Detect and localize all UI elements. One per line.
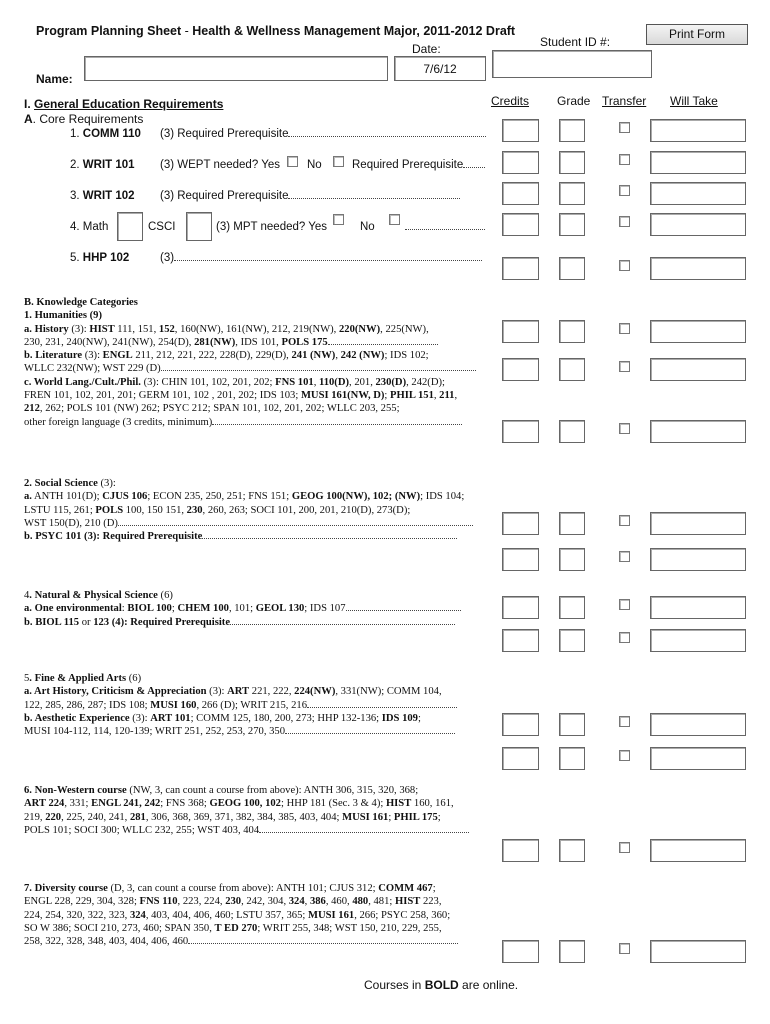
page-title: Program Planning Sheet - Health & Wellness Management Major, 2011-2012 Draft xyxy=(36,24,516,38)
grade-field[interactable] xyxy=(559,940,585,963)
col-grade: Grade xyxy=(557,94,591,108)
math-field[interactable] xyxy=(117,212,143,241)
grade-field[interactable] xyxy=(559,257,585,280)
grade-field[interactable] xyxy=(559,213,585,236)
mpt-yes-checkbox[interactable] xyxy=(333,214,344,225)
diversity-block: 7. Diversity course (D, 3, can count a course from above): ANTH 101; CJUS 312; COMM 467; ENGL 228, 229, 304, 328; FNS 110, 223, 224, 230, 242, 304, 324, 386, 460, 480, 481; HIST 223, 224, 254, 320, 322, 323, 324, 403, 404, 406, 460; LSTU 357, 365; MUSI 161, 266; PSYC 258, 360; SO W 386; SOCI 210, 273, 460; SPAN 350, T ED 270; WRIT 255, 348; WST 150, 210, 229, 255, 258, 322, 328, 348, 403, 404, 406, 460 xyxy=(24,882,494,948)
core-row-1: 1. COMM 110 xyxy=(70,128,141,140)
natural-science-block: 4. Natural & Physical Science (6) a. One environmental: BIOL 100; CHEM 100, 101; GEOL 130; IDS 107 b. BIOL 115 or 123 (4): Required Prerequisite xyxy=(24,589,494,629)
core-row-1-desc: (3) Required Prerequisite xyxy=(160,128,486,140)
will-take-field[interactable] xyxy=(650,182,746,205)
col-transfer: Transfer xyxy=(602,94,647,108)
will-take-field[interactable] xyxy=(650,596,746,619)
credits-field[interactable] xyxy=(502,182,539,205)
csci-label: CSCI xyxy=(148,221,176,233)
transfer-checkbox[interactable] xyxy=(619,122,630,133)
gen-ed-heading: I. General Education Requirements xyxy=(24,97,224,111)
will-take-field[interactable] xyxy=(650,747,746,770)
date-field[interactable]: 7/6/12 xyxy=(394,56,486,81)
transfer-checkbox[interactable] xyxy=(619,154,630,165)
core-row-5: 5. HHP 102 xyxy=(70,252,130,264)
credits-field[interactable] xyxy=(502,629,539,652)
fine-arts-block: 5. Fine & Applied Arts (6) a. Art History, Criticism & Appreciation (3): ART 221, 222, 224(NW), 331(NW); COMM 104, 122, 285, 286, 287; IDS 108; MUSI 160, 266 (D); WRIT 215, 216 b. Aesthetic Experience (3): ART 101; COMM 125, 180, 200, 273; HHP 132-136; IDS 109; MUSI 104-112, 114, 120-139; WRIT 251, 252, 253, 270, 350 xyxy=(24,672,494,738)
credits-field[interactable] xyxy=(502,320,539,343)
credits-field[interactable] xyxy=(502,119,539,142)
mpt-no-checkbox[interactable] xyxy=(389,214,400,225)
wept-no-checkbox[interactable] xyxy=(333,156,344,167)
name-label: Name: xyxy=(36,72,73,86)
transfer-checkbox[interactable] xyxy=(619,361,630,372)
grade-field[interactable] xyxy=(559,747,585,770)
will-take-field[interactable] xyxy=(650,119,746,142)
will-take-field[interactable] xyxy=(650,839,746,862)
transfer-checkbox[interactable] xyxy=(619,716,630,727)
col-credits: Credits xyxy=(491,94,530,108)
transfer-checkbox[interactable] xyxy=(619,632,630,643)
grade-field[interactable] xyxy=(559,548,585,571)
transfer-checkbox[interactable] xyxy=(619,551,630,562)
will-take-field[interactable] xyxy=(650,713,746,736)
knowledge-block: B. Knowledge Categories 1. Humanities (9) a. History (3): HIST 111, 151, 152, 160(NW), 161(NW), 212, 219(NW), 220(NW), 225(NW), 230, 231, 240(NW), 241(NW), 254(D), 281(NW), IDS 101, POLS 175 b. Literature (3): ENGL 211, 212, 221, 222, 228(D), 229(D), 241 (NW), 242 (NW); IDS 102; WLLC 232(NW); WST 229 (D) c. World Lang./Cult./Phil. (3): CHIN 101, 102, 201, 202; FNS 101, 110(D), 201, 230(D), 242(D); FREN 101, 102, 201, 201; GERM 101, 102 , 201, 202; IDS 103; MUSI 161(NW, D); PHIL 151, 211, 212, 262; POLS 101 (NW) 262; PSYC 212; SPAN 101, 102, 201, 202; WLLC 203, 255; other foreign language (3 credits, minimum) xyxy=(24,296,494,429)
col-will-take: Will Take xyxy=(670,94,718,108)
will-take-field[interactable] xyxy=(650,358,746,381)
grade-field[interactable] xyxy=(559,629,585,652)
grade-field[interactable] xyxy=(559,839,585,862)
transfer-checkbox[interactable] xyxy=(619,216,630,227)
grade-field[interactable] xyxy=(559,119,585,142)
transfer-checkbox[interactable] xyxy=(619,515,630,526)
student-id-field[interactable] xyxy=(492,50,652,78)
will-take-field[interactable] xyxy=(650,320,746,343)
core-row-3-desc: (3) Required Prerequisite xyxy=(160,190,460,202)
transfer-checkbox[interactable] xyxy=(619,185,630,196)
credits-field[interactable] xyxy=(502,747,539,770)
wept-no-label: No xyxy=(307,159,322,171)
will-take-field[interactable] xyxy=(650,257,746,280)
core-row-3: 3. WRIT 102 xyxy=(70,190,135,202)
will-take-field[interactable] xyxy=(650,151,746,174)
will-take-field[interactable] xyxy=(650,213,746,236)
social-science-block: 2. Social Science (3): a. ANTH 101(D); CJUS 106; ECON 235, 250, 251; FNS 151; GEOG 100(NW), 102; (NW); IDS 104; LSTU 115, 261; POLS 100, 150 151, 230, 260, 263; SOCI 101, 200, 201, 210(D), 273(D); WST 150(D), 210 (D) b. PSYC 101 (3): Required Prerequisite xyxy=(24,477,494,543)
transfer-checkbox[interactable] xyxy=(619,323,630,334)
core-row-2-req: Required Prerequisite xyxy=(352,159,485,171)
transfer-checkbox[interactable] xyxy=(619,943,630,954)
credits-field[interactable] xyxy=(502,358,539,381)
mpt-dots xyxy=(405,221,485,233)
grade-field[interactable] xyxy=(559,512,585,535)
credits-field[interactable] xyxy=(502,839,539,862)
transfer-checkbox[interactable] xyxy=(619,260,630,271)
print-form-button[interactable]: Print Form xyxy=(646,24,748,45)
non-western-block: 6. Non-Western course (NW, 3, can count a course from above): ANTH 306, 315, 320, 368; ART 224, 331; ENGL 241, 242; FNS 368; GEOG 100, 102; HHP 181 (Sec. 3 & 4); HIST 160, 161, 219, 220, 225, 240, 241, 281, 306, 368, 369, 371, 382, 384, 385, 403, 404; MUSI 161; PHIL 175; POLS 101; SOCI 300; WLLC 232, 255; WST 403, 404 xyxy=(24,784,494,837)
core-row-2-desc: (3) WEPT needed? Yes xyxy=(160,159,280,171)
core-row-4: 4. Math xyxy=(70,221,109,233)
date-label: Date: xyxy=(412,42,441,56)
student-id-label: Student ID #: xyxy=(540,35,611,49)
credits-field[interactable] xyxy=(502,940,539,963)
core-row-4-desc: (3) MPT needed? Yes xyxy=(216,221,328,233)
grade-field[interactable] xyxy=(559,320,585,343)
grade-field[interactable] xyxy=(559,182,585,205)
transfer-checkbox[interactable] xyxy=(619,599,630,610)
will-take-field[interactable] xyxy=(650,940,746,963)
will-take-field[interactable] xyxy=(650,512,746,535)
grade-field[interactable] xyxy=(559,358,585,381)
footer-note: Courses in BOLD are online. xyxy=(364,978,519,992)
credits-field[interactable] xyxy=(502,596,539,619)
mpt-no-label: No xyxy=(360,221,375,233)
credits-field[interactable] xyxy=(502,713,539,736)
credits-field[interactable] xyxy=(502,257,539,280)
transfer-checkbox[interactable] xyxy=(619,842,630,853)
core-row-2: 2. WRIT 101 xyxy=(70,159,135,171)
core-row-5-desc: (3) xyxy=(160,252,482,264)
name-field[interactable] xyxy=(84,56,388,81)
credits-field[interactable] xyxy=(502,420,539,443)
credits-field[interactable] xyxy=(502,213,539,236)
will-take-field[interactable] xyxy=(650,629,746,652)
grade-field[interactable] xyxy=(559,151,585,174)
transfer-checkbox[interactable] xyxy=(619,750,630,761)
credits-field[interactable] xyxy=(502,151,539,174)
will-take-field[interactable] xyxy=(650,548,746,571)
will-take-field[interactable] xyxy=(650,420,746,443)
grade-field[interactable] xyxy=(559,596,585,619)
credits-field[interactable] xyxy=(502,512,539,535)
transfer-checkbox[interactable] xyxy=(619,423,630,434)
csci-field[interactable] xyxy=(186,212,212,241)
core-req-heading: A. Core Requirements xyxy=(24,112,144,126)
wept-yes-checkbox[interactable] xyxy=(287,156,298,167)
credits-field[interactable] xyxy=(502,548,539,571)
grade-field[interactable] xyxy=(559,420,585,443)
grade-field[interactable] xyxy=(559,713,585,736)
